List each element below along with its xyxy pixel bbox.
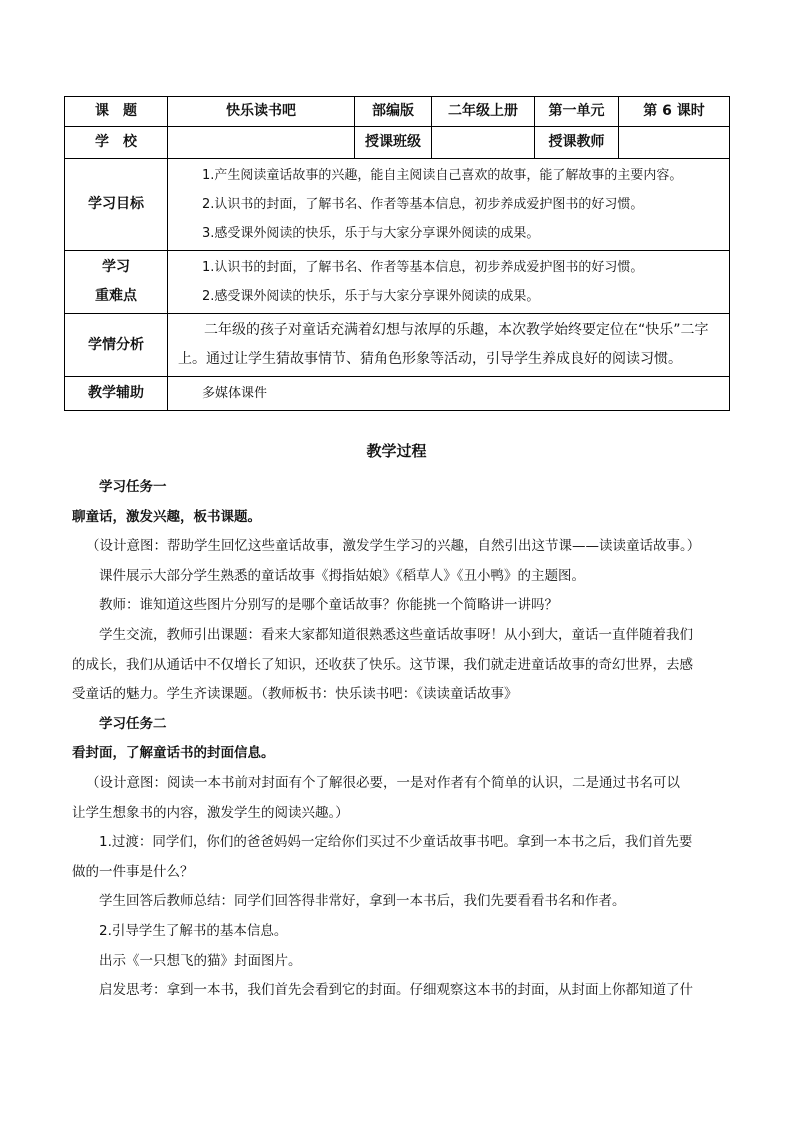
body-paragraph: 受童话的魅力。学生齐读课题。（教师板书：快乐读书吧：《读读童话故事》 — [72, 686, 518, 703]
body-paragraph: 2.引导学生了解书的基本信息。 — [99, 922, 288, 939]
analysis-line: 二年级的孩子对童话充满着幻想与浓厚的乐趣，本次教学始终要定位在“快乐”二字 — [204, 322, 709, 338]
body-paragraph: 1.过渡：同学们，你们的爸爸妈妈一定给你们买过不少童话故事书吧。拿到一本书之后，我们首先要 — [99, 834, 693, 851]
key-points-label-top: 学习 — [102, 259, 130, 275]
body-paragraph: 启发思考：拿到一本书，我们首先会看到它的封面。仔细观察这本书的封面，从封面上你都知道了什 — [99, 982, 693, 999]
body-paragraph: 的成长，我们从通话中不仅增长了知识，还收获了快乐。这节课，我们就走进童话故事的奇幻世界，去感 — [72, 656, 693, 673]
section-heading: 聊童话，激发兴趣，板书课题。 — [72, 508, 261, 525]
unit-cell: 第一单元 — [535, 97, 619, 127]
topic-label: 课 题 — [65, 97, 168, 127]
table-row-aids — [65, 377, 730, 411]
design-intent: （设计意图：阅读一本书前对封面有个了解很必要，一是对作者有个简单的认识，二是通过书名可以 — [86, 774, 680, 791]
teacher-value — [619, 127, 730, 159]
edition-cell: 部编版 — [355, 97, 432, 127]
key-points-label — [65, 251, 168, 314]
section-heading: 看封面，了解童话书的封面信息。 — [72, 745, 275, 762]
lesson-number-cell: 第 6 课时 — [619, 97, 730, 127]
lesson-info-table — [64, 96, 730, 411]
school-value — [168, 127, 355, 159]
body-paragraph: 课件展示大部分学生熟悉的童话故事《拇指姑娘》《稻草人》《丑小鸭》的主题图。 — [99, 567, 585, 584]
goals-label: 学习目标 — [65, 159, 168, 251]
grade-cell: 二年级上册 — [432, 97, 535, 127]
design-intent: （设计意图：帮助学生回忆这些童话故事，激发学生学习的兴趣，自然引出这节课——读读童话故事。） — [86, 538, 701, 555]
process-title: 教学过程 — [366, 442, 427, 460]
table-row-analysis — [65, 314, 730, 377]
body-paragraph: 做的一件事是什么？ — [72, 863, 194, 880]
task-heading: 学习任务一 — [99, 479, 167, 495]
goal-item: 3.感受课外阅读的快乐，乐于与大家分享课外阅读的成果。 — [202, 226, 540, 241]
table-row-key-points — [65, 251, 730, 314]
aids-value-cell — [168, 377, 730, 411]
body-paragraph: 学生回答后教师总结：同学们回答得非常好，拿到一本书后，我们先要看看书名和作者。 — [99, 893, 626, 910]
teacher-label: 授课教师 — [535, 127, 619, 159]
goal-item: 1.产生阅读童话故事的兴趣，能自主阅读自己喜欢的故事，能了解故事的主要内容。 — [202, 168, 683, 183]
class-label: 授课班级 — [355, 127, 432, 159]
class-value — [432, 127, 535, 159]
key-points-list — [168, 251, 730, 314]
lesson-title: 快乐读书吧 — [168, 97, 355, 127]
body-paragraph: 出示《一只想飞的猫》封面图片。 — [99, 952, 302, 969]
key-point-item: 1.认识书的封面，了解书名、作者等基本信息，初步养成爱护图书的好习惯。 — [202, 260, 644, 275]
design-intent: 让学生想象书的内容，激发学生的阅读兴趣。） — [72, 804, 349, 821]
key-points-label-bottom: 重难点 — [95, 288, 137, 304]
analysis-text — [168, 314, 730, 377]
goals-list — [168, 159, 730, 251]
school-label: 学 校 — [65, 127, 168, 159]
analysis-line: 上。通过让学生猜故事情节、猜角色形象等活动，引导学生养成良好的阅读习惯。 — [178, 351, 682, 367]
aids-value: 多媒体课件 — [202, 386, 268, 401]
key-point-item: 2.感受课外阅读的快乐，乐于与大家分享课外阅读的成果。 — [202, 289, 540, 304]
table-row-school — [65, 127, 730, 159]
table-row-header — [65, 97, 730, 127]
table-row-goals — [65, 159, 730, 251]
analysis-label: 学情分析 — [65, 314, 168, 377]
body-paragraph: 教师：谁知道这些图片分别写的是哪个童话故事？你能挑一个简略讲一讲吗？ — [99, 597, 558, 614]
body-paragraph: 学生交流，教师引出课题：看来大家都知道很熟悉这些童话故事呀！从小到大，童话一直伴随着我们 — [99, 626, 693, 643]
task-heading: 学习任务二 — [99, 715, 167, 732]
process-body — [72, 473, 728, 1006]
goal-item: 2.认识书的封面，了解书名、作者等基本信息，初步养成爱护图书的好习惯。 — [202, 197, 644, 212]
aids-label: 教学辅助 — [65, 377, 168, 411]
